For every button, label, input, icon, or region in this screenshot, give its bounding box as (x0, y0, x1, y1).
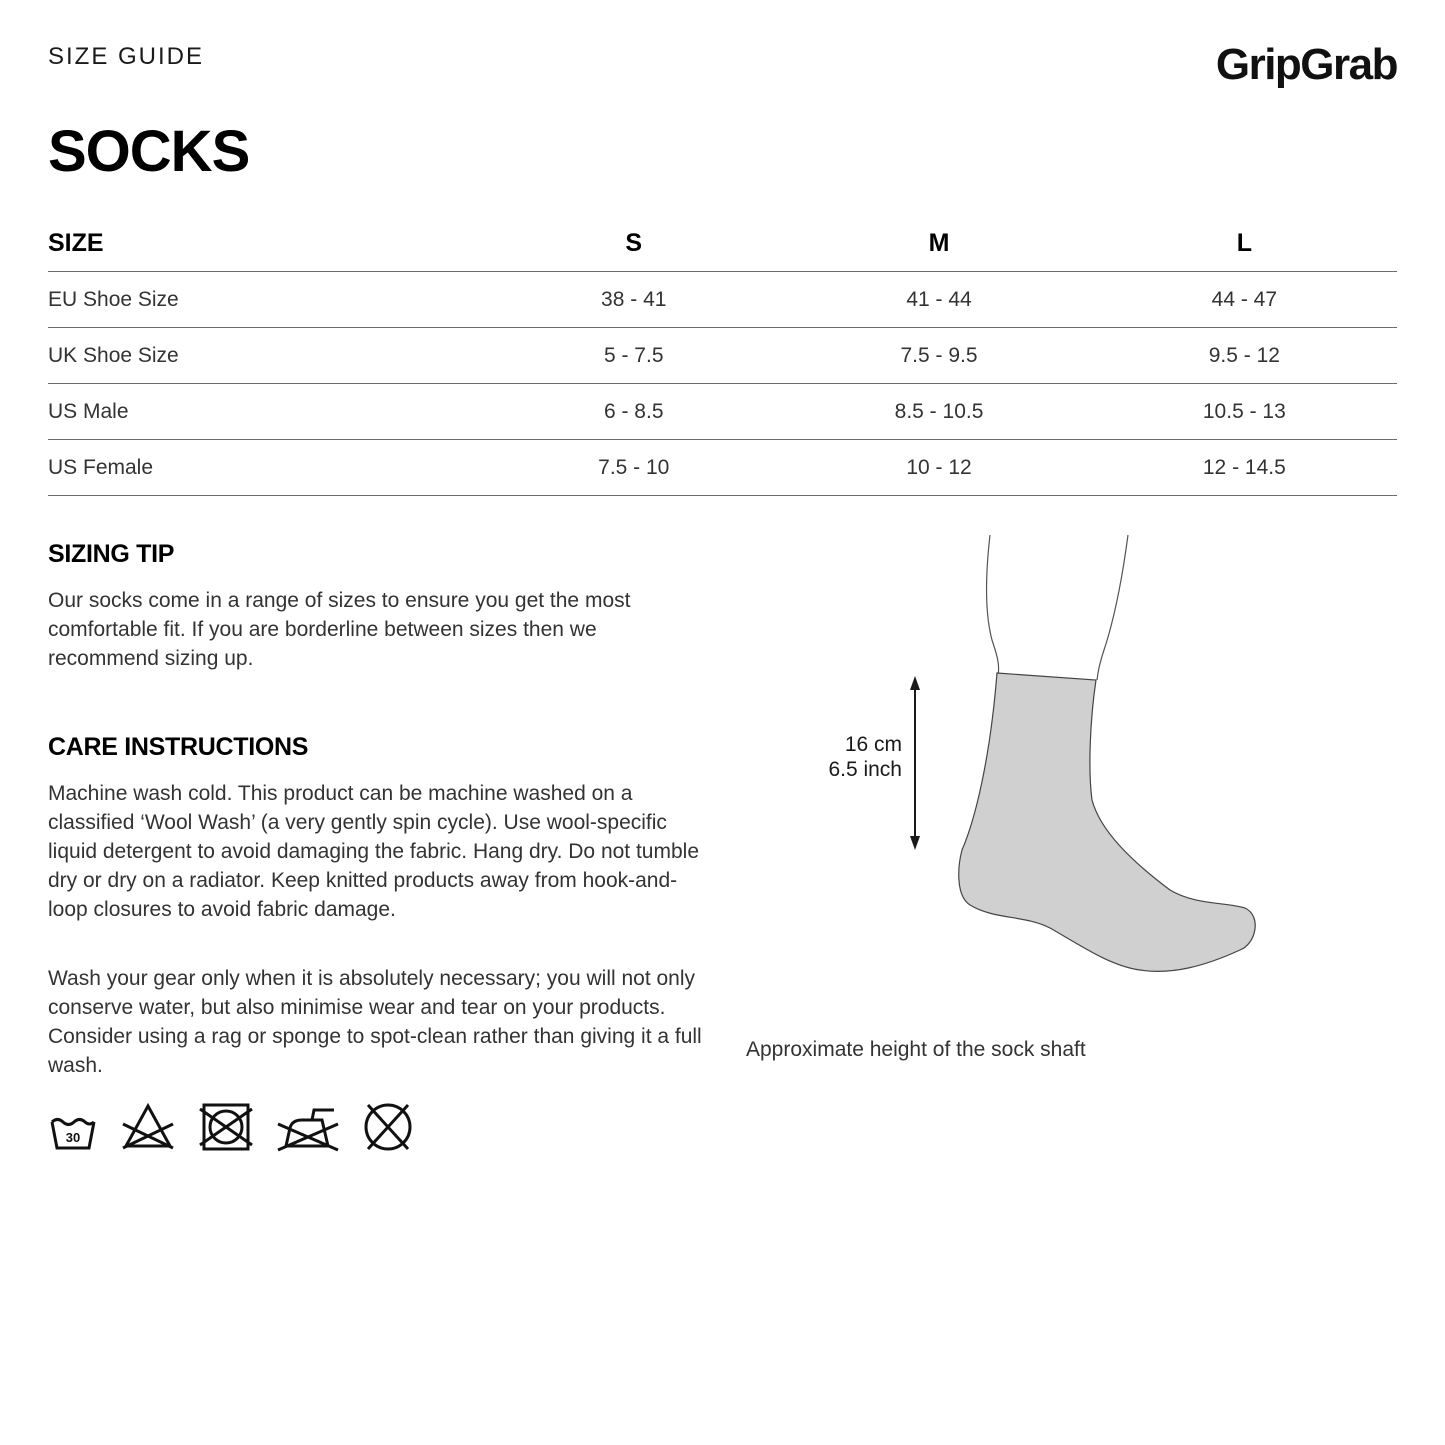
measure-cm: 16 cm (844, 733, 902, 756)
care-icons (48, 1100, 414, 1154)
no-iron-icon (276, 1100, 340, 1154)
table-cell: 41 - 44 (786, 272, 1091, 328)
row-label: EU Shoe Size (48, 272, 481, 328)
table-cell: 44 - 47 (1092, 272, 1397, 328)
care-instructions-text: Machine wash cold. This product can be machine washed on a classified ‘Wool Wash’ (a very gently spin cycle). Use wool-specific liquid detergent to avoid damaging the fabric. Hang dry. Do not tumble dry or dry on a radiator. Keep knitted products away from hook-and-loop closures to avoid fabric damage. (48, 782, 699, 921)
table-cell: 10.5 - 13 (1092, 384, 1397, 440)
table-cell: 7.5 - 10 (481, 440, 786, 496)
table-row (48, 272, 1397, 328)
column-header-l: L (1092, 216, 1397, 272)
table-row (48, 384, 1397, 440)
table-cell: 9.5 - 12 (1092, 328, 1397, 384)
column-header-size: SIZE (48, 216, 481, 272)
size-table (48, 216, 1397, 496)
table-cell: 5 - 7.5 (481, 328, 786, 384)
guide-label: SIZE GUIDE (48, 43, 205, 70)
table-header-row (48, 216, 1397, 272)
leg-outline-front (1097, 535, 1128, 680)
no-dry-clean-icon (362, 1100, 414, 1154)
row-label: US Male (48, 384, 481, 440)
care-instructions-text-2: Wash your gear only when it is absolutely necessary; you will not only conserve water, but also minimise wear and tear on your products. Consider using a rag or sponge to spot-clean rather than giving it a full wash. (48, 967, 702, 1077)
sock-shape (959, 673, 1255, 971)
row-label: UK Shoe Size (48, 328, 481, 384)
sizing-tip-heading: SIZING TIP (48, 540, 175, 568)
column-header-m: M (786, 216, 1091, 272)
table-cell: 7.5 - 9.5 (786, 328, 1091, 384)
leg-outline-back (987, 535, 999, 675)
figure-caption: Approximate height of the sock shaft (746, 1038, 1086, 1061)
table-cell: 6 - 8.5 (481, 384, 786, 440)
measure-arrow-top (910, 676, 920, 690)
table-cell: 38 - 41 (481, 272, 786, 328)
no-bleach-icon (120, 1100, 176, 1154)
page-title: SOCKS (48, 119, 250, 184)
column-header-s: S (481, 216, 786, 272)
brand-logo: GripGrab (1215, 40, 1397, 89)
care-instructions-heading: CARE INSTRUCTIONS (48, 733, 309, 761)
table-row (48, 440, 1397, 496)
table-cell: 10 - 12 (786, 440, 1091, 496)
no-tumble-dry-icon (198, 1100, 254, 1154)
sizing-tip-text: Our socks come in a range of sizes to ensure you get the most comfortable fit. If you are borderline between sizes then we recommend sizing up. (48, 589, 631, 670)
row-label: US Female (48, 440, 481, 496)
wash-temperature-label: 30 (65, 1130, 81, 1145)
table-cell: 8.5 - 10.5 (786, 384, 1091, 440)
table-cell: 12 - 14.5 (1092, 440, 1397, 496)
table-row (48, 328, 1397, 384)
measure-inch: 6.5 inch (828, 758, 902, 781)
wash-30-icon (48, 1100, 98, 1154)
measure-arrow-bottom (910, 836, 920, 850)
